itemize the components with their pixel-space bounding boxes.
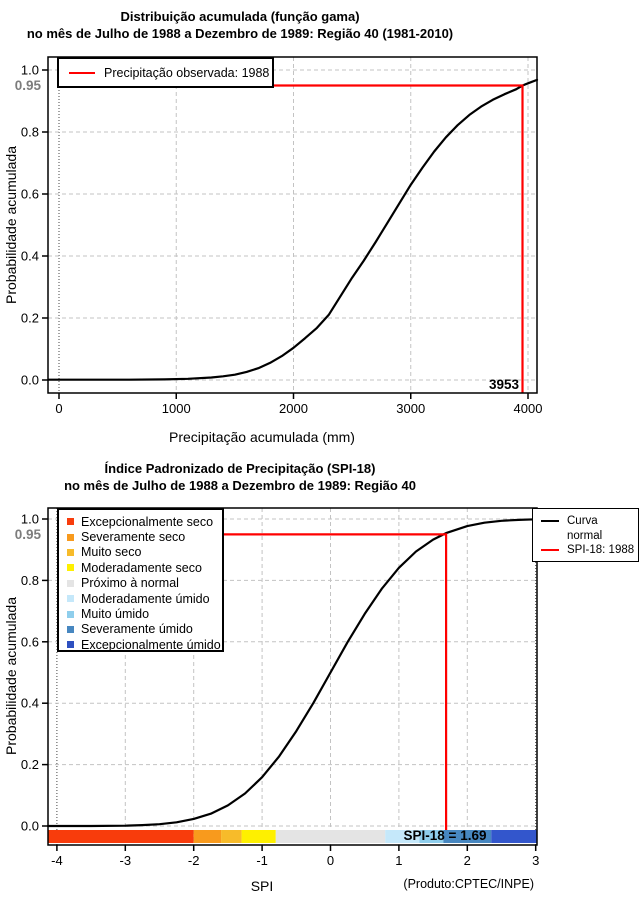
gamma-title-line1: Distribuição acumulada (função gama) [120,9,360,24]
svg-text:2000: 2000 [279,401,308,416]
svg-text:-4: -4 [51,853,63,868]
legend-item: Severamente seco [67,529,222,544]
category-swatch-icon [67,518,74,525]
gamma-tick-labels [21,63,543,417]
svg-text:0.8: 0.8 [20,572,39,588]
gamma-grid [48,57,537,393]
svg-text:1: 1 [395,853,403,868]
svg-text:1000: 1000 [161,401,191,416]
spi-line-legend [532,508,639,562]
observed-precip-value: 3953 [488,377,519,392]
spi-title-line1: Índice Padronizado de Precipitação (SPI-18) [104,461,376,476]
svg-text:0: 0 [55,401,63,416]
spi-y-axis-title: Probabilidade acumulada [3,597,19,755]
spi-x-axis-title: SPI [250,878,274,894]
svg-text:0.2: 0.2 [20,757,39,773]
category-swatch-icon [67,611,74,618]
svg-text:1.0: 1.0 [20,62,39,78]
gamma-threshold-label: 0.95 [14,78,41,93]
spi-value-label: SPI-18 = 1.69 [403,828,487,843]
svg-text:0.6: 0.6 [20,186,39,202]
svg-text:4000: 4000 [513,401,543,416]
credit-text: (Produto:CPTEC/INPE) [403,877,534,891]
category-swatch-icon [67,549,74,556]
spi-title-line2: no mês de Julho de 1988 a Dezembro de 1989: Região 40 [64,478,416,493]
spi-threshold-label: 0.95 [14,527,41,542]
category-swatch-icon [67,534,74,541]
gamma-y-axis-title: Probabilidade acumulada [3,146,19,304]
svg-text:0.4: 0.4 [20,695,39,711]
red-line-sample-icon [541,549,559,551]
svg-text:2: 2 [463,853,471,868]
legend-item: Próximo à normal [67,576,222,591]
legend-item: Excepcionalmente úmido [67,637,222,652]
svg-text:0: 0 [326,853,335,868]
svg-text:1.0: 1.0 [20,511,39,527]
legend-item: normal [567,529,603,542]
svg-text:0.2: 0.2 [20,310,39,326]
svg-text:-3: -3 [119,853,132,868]
svg-text:3: 3 [532,853,540,868]
category-swatch-icon [67,626,74,633]
gamma-legend [57,57,274,88]
category-swatch-icon [67,580,74,587]
gamma-x-axis-title: Precipitação acumulada (mm) [169,429,355,445]
spi-category-legend [57,508,224,652]
svg-text:-1: -1 [256,853,268,868]
gamma-legend-label: Precipitação observada: 1988 [104,65,270,80]
legend-item: Excepcionalmente seco [67,514,222,529]
svg-text:0.8: 0.8 [20,124,39,140]
gamma-axis-ticks [42,70,528,399]
legend-item: Severamente úmido [67,622,222,637]
svg-text:0.4: 0.4 [20,248,39,264]
category-swatch-icon [67,595,74,602]
gamma-title-line2: no mês de Julho de 1988 a Dezembro de 1989: Região 40 (1981-2010) [26,26,454,41]
gamma-plot-border [48,57,537,393]
svg-text:-2: -2 [187,853,200,868]
svg-text:3000: 3000 [396,401,426,416]
legend-item: Muito úmido [67,606,222,621]
legend-item: Moderadamente úmido [67,591,222,606]
category-swatch-icon [67,564,74,571]
gamma-curve [48,80,537,380]
black-line-sample-icon [541,520,559,522]
svg-text:0.0: 0.0 [20,372,39,388]
svg-text:0.0: 0.0 [20,818,39,834]
legend-item: Moderadamente seco [67,560,222,575]
category-swatch-icon [67,641,74,648]
spi-observed-line [224,534,446,830]
red-line-sample-icon [69,72,95,74]
svg-text:0.6: 0.6 [20,634,39,650]
legend-item: Curva [533,514,638,529]
legend-item: Muito seco [67,545,222,560]
legend-item: SPI-18: 1988 [533,543,638,558]
